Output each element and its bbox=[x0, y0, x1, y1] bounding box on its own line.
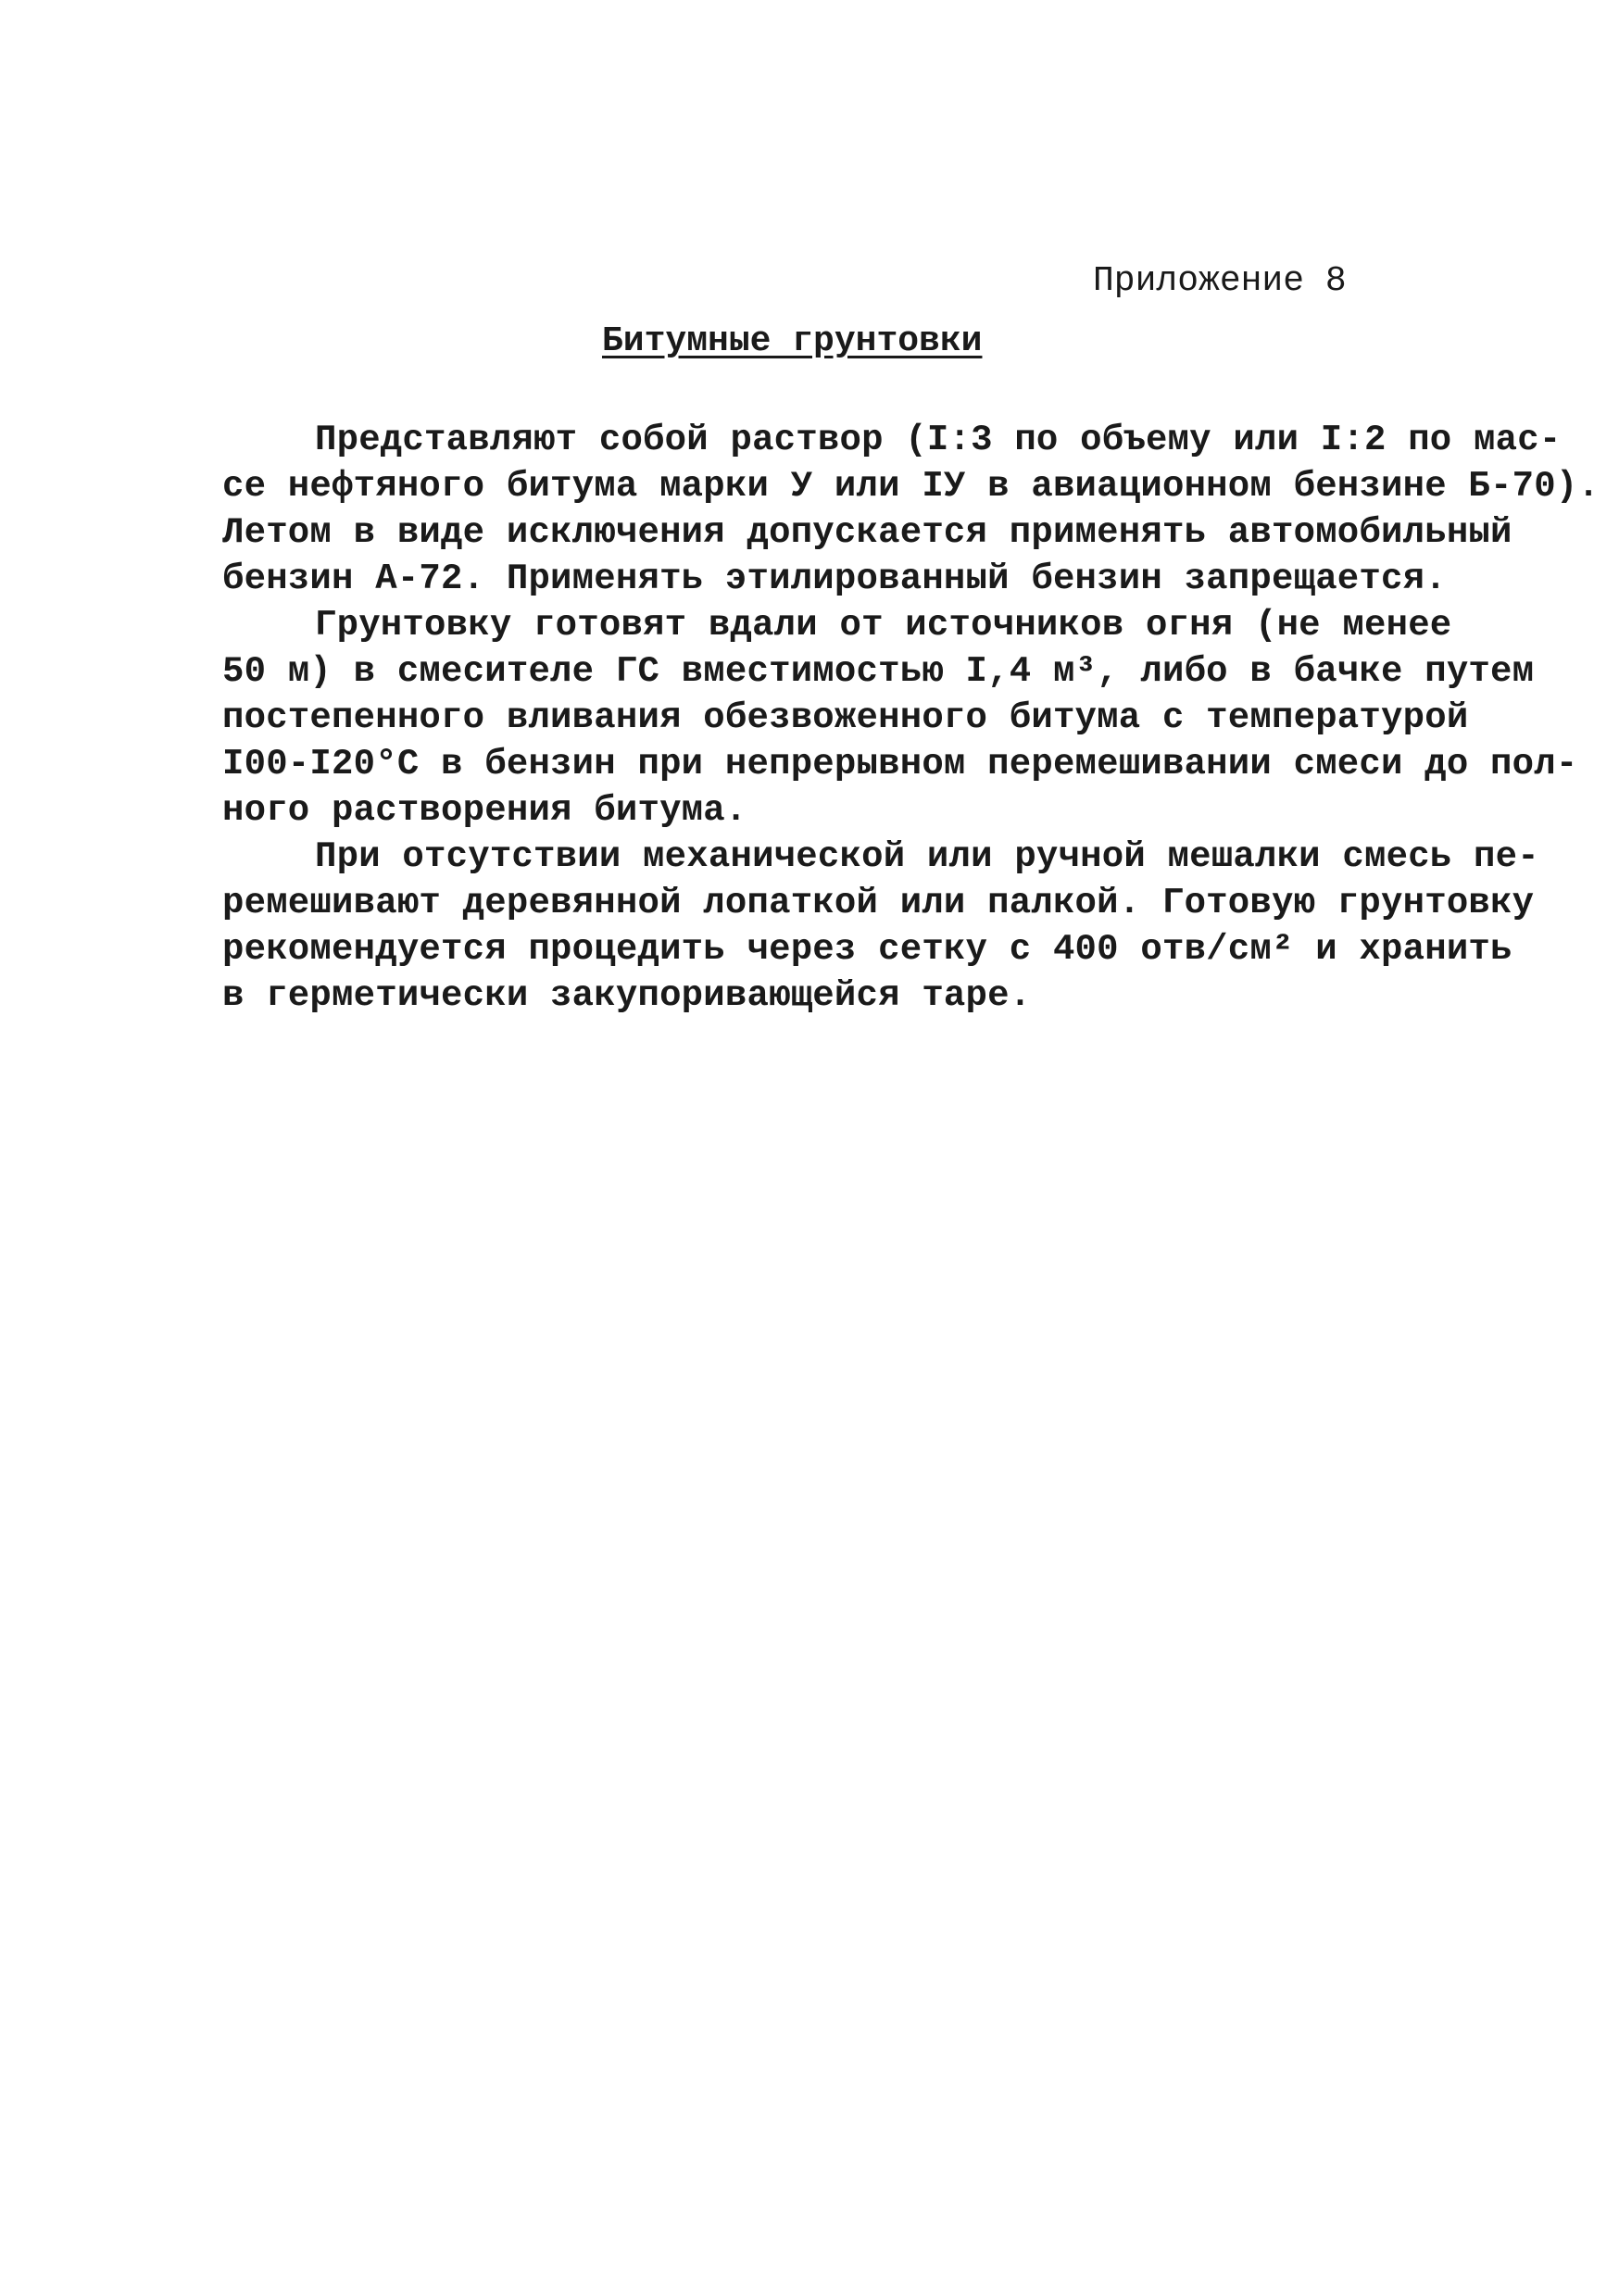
paragraph-1-line-4: бензин А-72. Применять этилированный бензин запрещается. bbox=[222, 558, 1447, 599]
paragraph-2-line-4: I00-I20°С в бензин при непрерывном перемешивании смеси до пол- bbox=[222, 744, 1578, 784]
paragraph-3-line-4: в герметически закупоривающейся таре. bbox=[222, 975, 1032, 1016]
paragraph-1-line-3: Летом в виде исключения допускается применять автомобильный bbox=[222, 512, 1512, 553]
paragraph-3-line-1: При отсутствии механической или ручной мешалки смесь пе- bbox=[315, 836, 1539, 877]
paragraph-3-line-2: ремешивают деревянной лопаткой или палкой. Готовую грунтовку bbox=[222, 883, 1535, 923]
document-title: Битумные грунтовки bbox=[602, 321, 983, 361]
paragraph-1-line-2: се нефтяного битума марки У или IУ в авиационном бензине Б-70). bbox=[222, 466, 1600, 507]
paragraph-2-line-1: Грунтовку готовят вдали от источников огня (не менее bbox=[315, 605, 1452, 646]
appendix-label: Приложение 8 bbox=[1093, 261, 1347, 301]
paragraph-3-line-3: рекомендуется процедить через сетку с 400 отв/см² и хранить bbox=[222, 929, 1512, 970]
paragraph-2-line-5: ного растворения битума. bbox=[222, 790, 747, 831]
paragraph-2-line-2: 50 м) в смесителе ГС вместимостью I,4 м³, либо в бачке путем bbox=[222, 651, 1535, 692]
paragraph-2-line-3: постепенного вливания обезвоженного битума с температурой bbox=[222, 697, 1469, 738]
paragraph-1-line-1: Представляют собой раствор (I:3 по объему или I:2 по мас- bbox=[315, 420, 1562, 460]
